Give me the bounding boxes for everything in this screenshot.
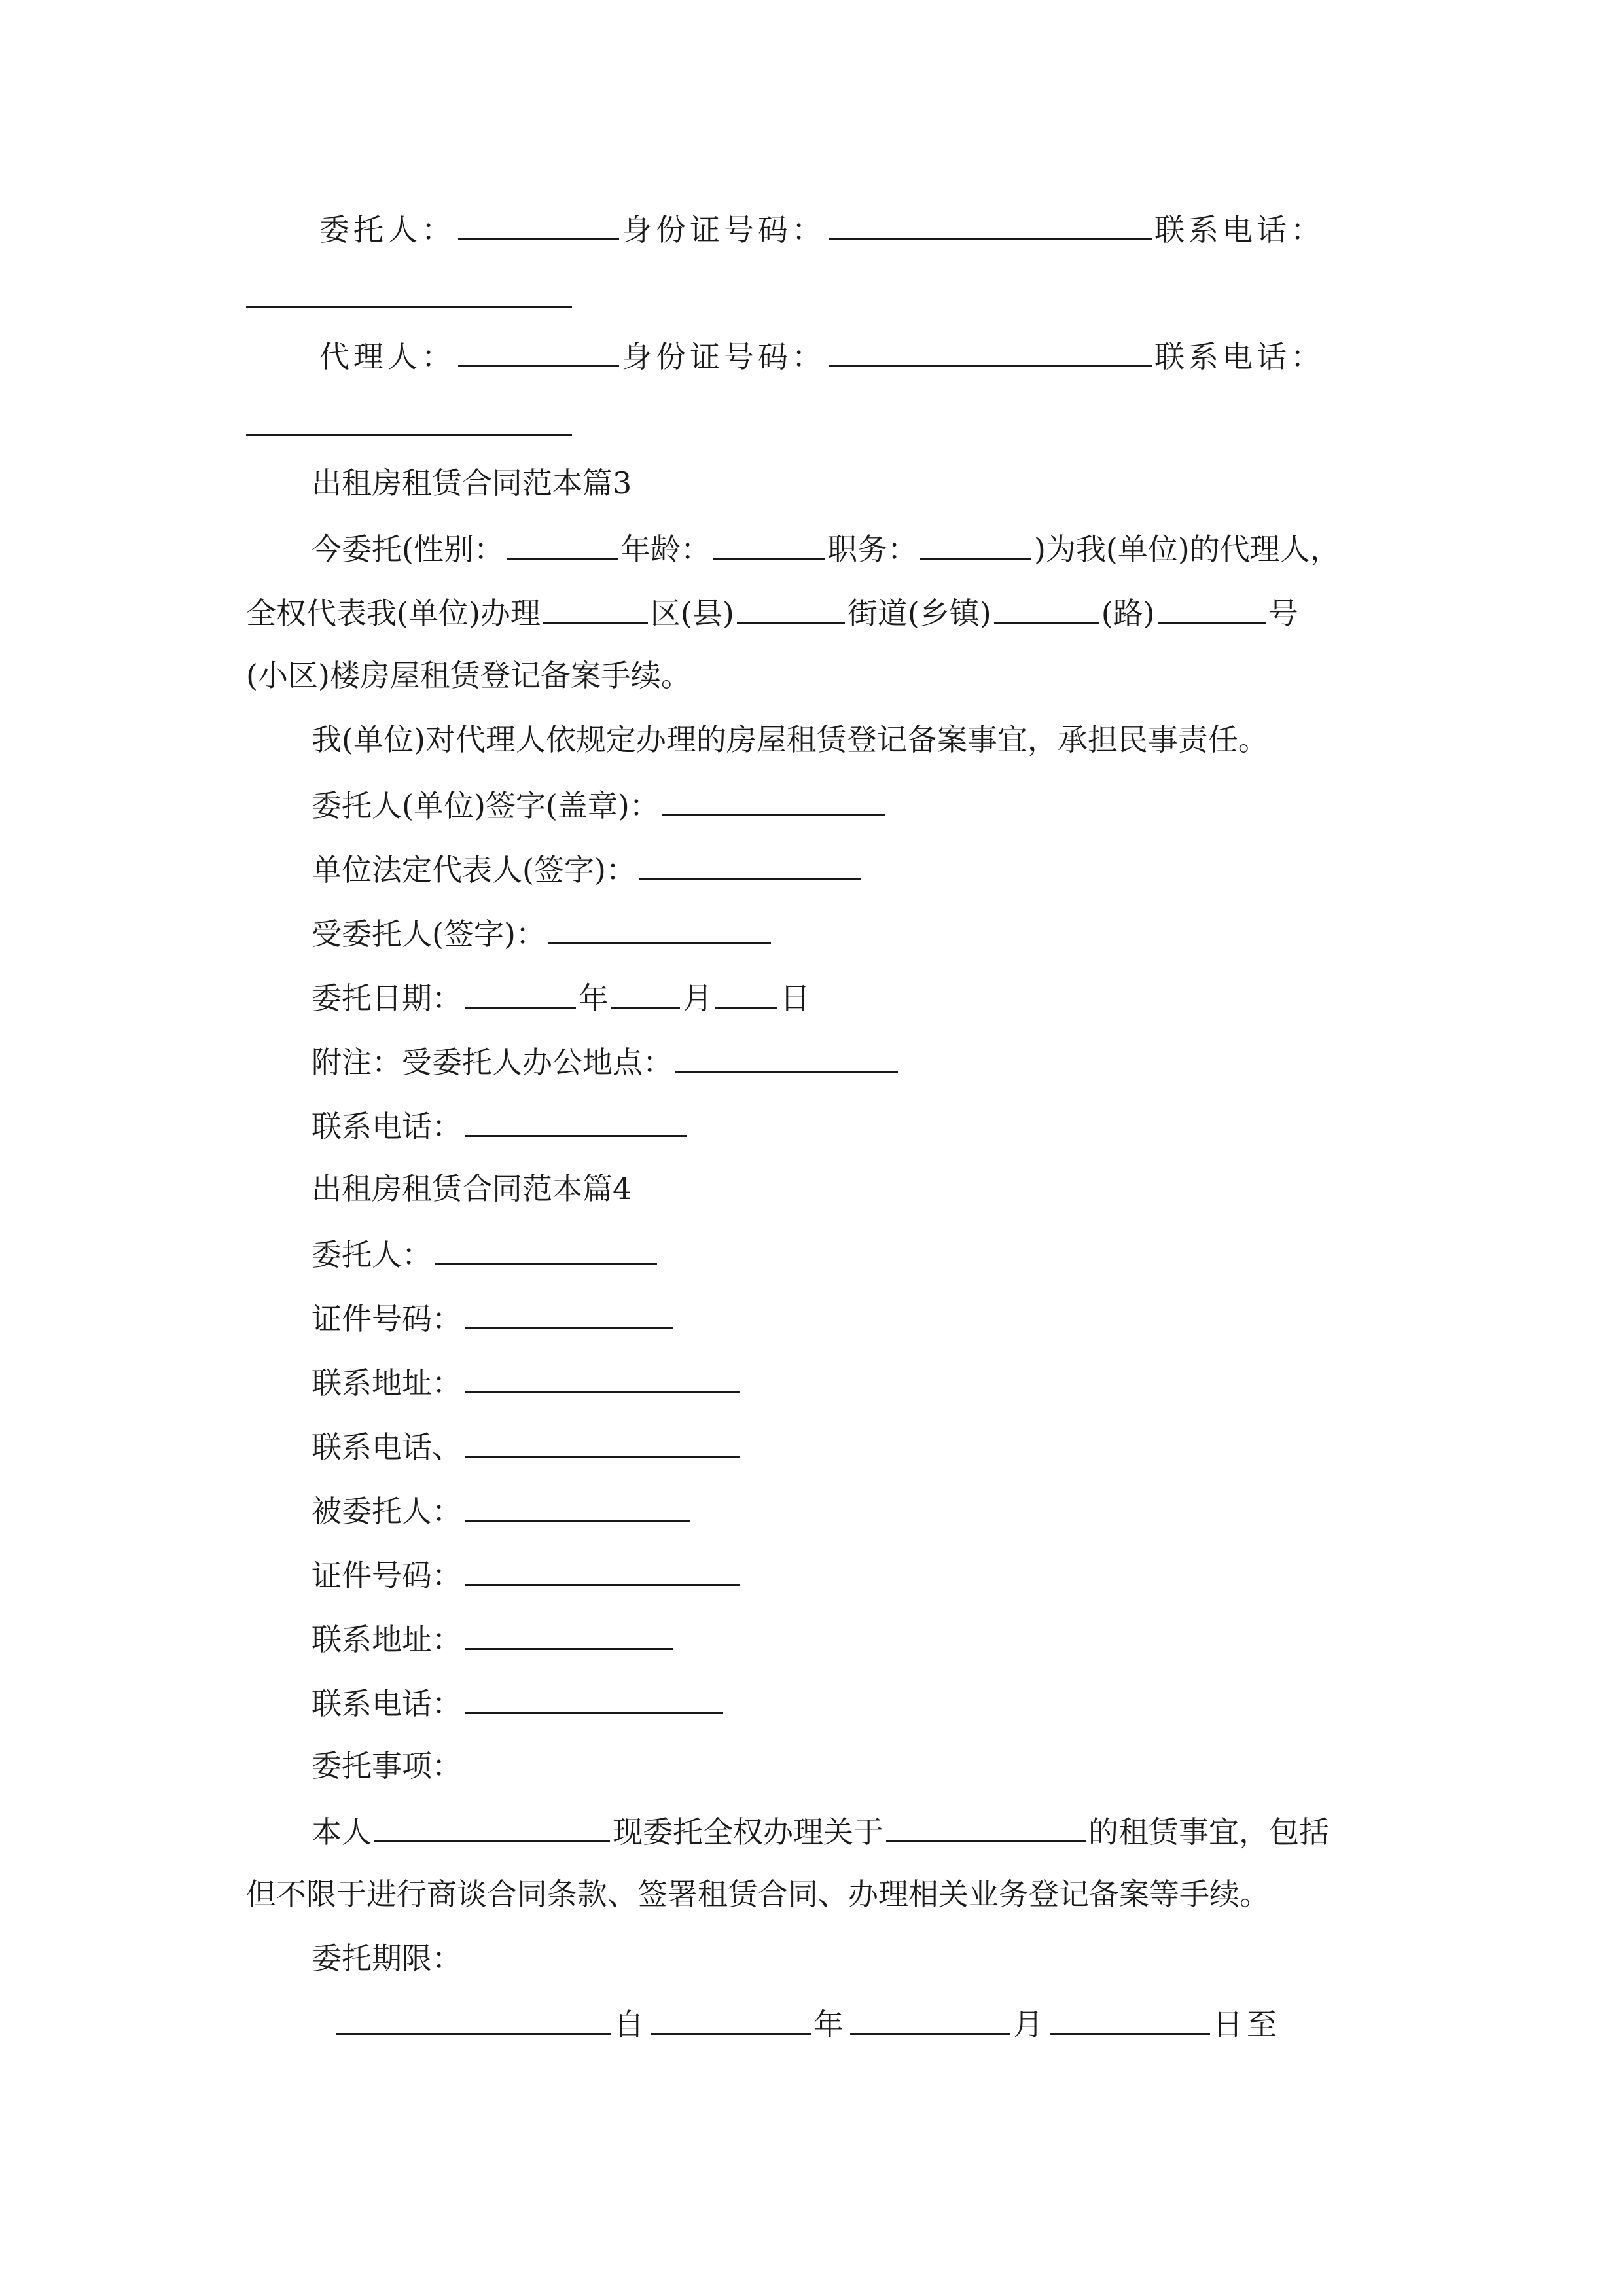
- section3-phone-label: 联系电话：: [312, 1109, 462, 1144]
- section3-phone-row: [312, 1105, 690, 1146]
- office-address-blank[interactable]: [675, 1041, 898, 1073]
- entrust-date-row: [312, 977, 810, 1018]
- agent-blank[interactable]: [458, 335, 619, 367]
- s4-phone2-row: [312, 1682, 726, 1723]
- section3-paragraph3: (小区)楼房屋租赁登记备案手续。: [246, 658, 691, 693]
- self-name-blank[interactable]: [374, 1810, 610, 1842]
- s4-id2-label: 证件号码：: [312, 1558, 462, 1593]
- s4-phone2-blank[interactable]: [465, 1682, 723, 1714]
- legal-rep-row: [312, 848, 864, 889]
- legal-rep-blank[interactable]: [639, 848, 861, 880]
- trustee-signature-blank[interactable]: [548, 912, 771, 944]
- number-blank[interactable]: [1158, 592, 1266, 624]
- agent-phone-blank[interactable]: [246, 434, 572, 436]
- s4-term-row: [334, 2003, 1281, 2044]
- term-day-blank[interactable]: [1050, 2003, 1210, 2035]
- office-address-label: 附注：受委托人办公地点：: [312, 1045, 673, 1080]
- s4-term-label: 委托期限：: [312, 1941, 462, 1976]
- section3-paragraph2: [246, 592, 1298, 633]
- day-to-label: 日至: [1213, 2007, 1281, 2042]
- s4-trustee-row: [312, 1490, 693, 1531]
- date-day-blank[interactable]: [715, 977, 777, 1009]
- s4-address2-row: [312, 1618, 675, 1659]
- s4-trustee-label: 被委托人：: [312, 1494, 462, 1529]
- s4-address-label: 联系地址：: [312, 1365, 462, 1401]
- id-number-blank[interactable]: [829, 208, 1152, 240]
- s4-id2-row: [312, 1554, 742, 1595]
- s4-phone2-label: 联系电话：: [312, 1686, 462, 1721]
- lease-matters-text: 的租赁事宜，包括: [1088, 1814, 1329, 1850]
- term-blank[interactable]: [336, 2003, 611, 2035]
- s4-matters-label: 委托事项：: [312, 1748, 462, 1784]
- section3-title: 出租房租赁合同范本篇3: [312, 465, 632, 501]
- s4-phone-row: [312, 1426, 742, 1467]
- unit-signature-label: 委托人(单位)签字(盖章)：: [312, 788, 660, 823]
- principal-phone-blank[interactable]: [246, 306, 572, 308]
- term-month-blank[interactable]: [850, 2003, 1010, 2035]
- gender-label: 今委托(性别：: [312, 531, 504, 567]
- day-label: 日: [780, 980, 810, 1016]
- principal-label: 委托人：: [319, 212, 455, 247]
- principal-blank[interactable]: [458, 208, 619, 240]
- number-label: 号: [1268, 596, 1298, 631]
- unit-signature-row: [312, 784, 887, 825]
- s4-id-label: 证件号码：: [312, 1301, 462, 1336]
- district-blank[interactable]: [543, 592, 648, 624]
- section3-paragraph4: 我(单位)对代理人依规定办理的房屋租赁登记备案事宜，承担民事责任。: [312, 722, 1268, 757]
- s4-id-blank[interactable]: [465, 1297, 673, 1329]
- street-blank[interactable]: [737, 592, 845, 624]
- s4-address-row: [312, 1361, 742, 1403]
- year-label: 年: [579, 980, 609, 1016]
- month-label: 月: [683, 980, 713, 1016]
- term-year-label: 年: [813, 2007, 847, 2042]
- term-month-label: 月: [1013, 2007, 1047, 2042]
- s4-trustee-blank[interactable]: [465, 1490, 690, 1522]
- property-blank[interactable]: [886, 1810, 1086, 1842]
- s4-principal-row: [312, 1233, 660, 1274]
- from-label: 自: [614, 2007, 648, 2042]
- trustee-signature-label: 受委托人(签字)：: [312, 916, 546, 952]
- gender-blank[interactable]: [507, 528, 618, 560]
- section3-paragraph1: [312, 528, 1340, 569]
- age-label: 年龄：: [620, 531, 711, 567]
- s4-id-row: [312, 1297, 675, 1338]
- s4-id2-blank[interactable]: [465, 1554, 740, 1586]
- self-label: 本人: [312, 1814, 372, 1850]
- s4-address-blank[interactable]: [465, 1361, 740, 1393]
- phone-label: 联系电话：: [1154, 212, 1325, 247]
- id-number-label: 身份证号码：: [622, 212, 826, 247]
- s4-principal-label: 委托人：: [312, 1237, 432, 1272]
- agent-phone-label: 联系电话：: [1154, 339, 1325, 374]
- agent-id-number-label: 身份证号码：: [622, 339, 826, 374]
- street-label: 街道(乡镇): [847, 596, 991, 631]
- s4-address2-label: 联系地址：: [312, 1622, 462, 1657]
- s4-address2-blank[interactable]: [465, 1618, 673, 1650]
- s4-body-line1: [312, 1810, 1329, 1852]
- unit-signature-blank[interactable]: [662, 784, 885, 816]
- term-year-blank[interactable]: [651, 2003, 811, 2035]
- legal-rep-label: 单位法定代表人(签字)：: [312, 852, 636, 888]
- district-label: 区(县): [650, 596, 734, 631]
- office-address-row: [312, 1041, 901, 1082]
- s4-phone-label: 联系电话、: [312, 1429, 462, 1465]
- agent-id-number-blank[interactable]: [829, 335, 1152, 367]
- section4-title: 出租房租赁合同范本篇4: [312, 1171, 632, 1206]
- age-blank[interactable]: [713, 528, 825, 560]
- trustee-signature-row: [312, 912, 774, 954]
- entrust-date-label: 委托日期：: [312, 980, 462, 1016]
- principal-row: [319, 208, 1325, 249]
- road-blank[interactable]: [994, 592, 1099, 624]
- entrust-text: 现委托全权办理关于: [613, 1814, 883, 1850]
- agent-label: 代理人：: [319, 339, 455, 374]
- agent-row: [319, 335, 1325, 376]
- full-authority-text: 全权代表我(单位)办理: [246, 596, 541, 631]
- s4-principal-blank[interactable]: [435, 1233, 657, 1265]
- agent-of-unit-text: )为我(单位)的代理人，: [1033, 531, 1340, 567]
- position-blank[interactable]: [920, 528, 1031, 560]
- section3-phone-blank[interactable]: [465, 1105, 687, 1137]
- date-month-blank[interactable]: [611, 977, 680, 1009]
- s4-phone-blank[interactable]: [465, 1426, 740, 1458]
- date-year-blank[interactable]: [465, 977, 576, 1009]
- road-label: (路): [1101, 596, 1155, 631]
- position-label: 职务：: [827, 531, 918, 567]
- s4-body-line2: 但不限于进行商谈合同条款、签署租赁合同、办理相关业务登记备案等手续。: [246, 1876, 1270, 1912]
